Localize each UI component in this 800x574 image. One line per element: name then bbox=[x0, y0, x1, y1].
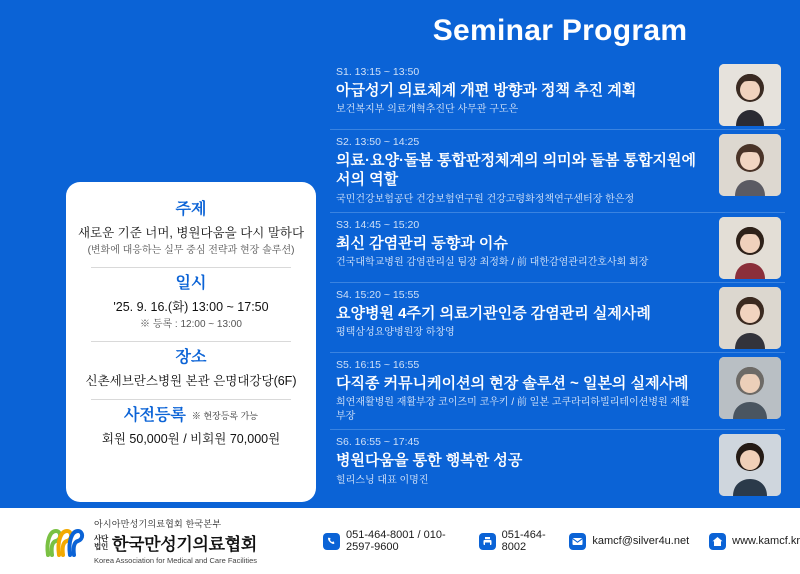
speaker-portrait-icon bbox=[719, 287, 781, 349]
divider bbox=[91, 341, 291, 342]
speaker-portrait-icon bbox=[719, 434, 781, 496]
date-main: '25. 9. 16.(화) 13:00 ~ 17:50 bbox=[113, 300, 269, 315]
session-speaker: 힐리스닝 대표 이명진 bbox=[336, 474, 429, 486]
contact-phone-text: 051-464-8001 / 010-2597-9600 bbox=[346, 529, 446, 553]
logo-kr-name-text: 한국만성기의료협회 bbox=[111, 535, 257, 554]
session-time: S5. 16:15 ~ 16:55 bbox=[336, 359, 420, 372]
session-title: 병원다움을 통한 행복한 성공 bbox=[336, 452, 523, 470]
fax-icon bbox=[479, 533, 496, 550]
contact-email bbox=[569, 533, 689, 550]
speaker-portrait-icon bbox=[719, 64, 781, 126]
speaker-portrait-icon bbox=[719, 217, 781, 279]
session-speaker: 평택삼성요양병원장 하창영 bbox=[336, 327, 455, 339]
list-item bbox=[330, 60, 785, 130]
logo-en-name: Korea Association for Medical and Care Facilities bbox=[94, 556, 257, 565]
association-logo bbox=[42, 517, 317, 565]
mail-icon bbox=[569, 533, 586, 550]
session-time: S3. 14:45 ~ 15:20 bbox=[336, 219, 420, 232]
session-title: 최신 감염관리 동향과 이슈 bbox=[336, 234, 508, 252]
session-time: S1. 13:15 ~ 13:50 bbox=[336, 66, 420, 78]
contact-fax-text: 051-464-8002 bbox=[501, 529, 546, 553]
session-time: S6. 16:55 ~ 17:45 bbox=[336, 436, 420, 449]
list-item bbox=[330, 213, 785, 283]
divider bbox=[91, 399, 291, 400]
session-list bbox=[330, 60, 785, 500]
session-title: 아급성기 의료체계 개편 방향과 정책 추진 계획 bbox=[336, 81, 637, 99]
footer-bar bbox=[0, 508, 800, 574]
topic-main: 새로운 기준 너머, 병원다움을 다시 말하다 bbox=[77, 226, 305, 241]
place-main: 신촌세브란스병원 본관 은명대강당(6F) bbox=[85, 374, 297, 389]
date-heading: 일시 bbox=[175, 275, 207, 293]
list-item bbox=[330, 283, 785, 353]
contact-list bbox=[323, 529, 800, 553]
session-title: 요양병원 4주기 의료기관인증 감염관리 실제사례 bbox=[336, 304, 651, 322]
contact-website bbox=[709, 533, 800, 550]
speaker-portrait-icon bbox=[719, 134, 781, 196]
session-speaker: 국민건강보험공단 건강보험연구원 건강고령화정책연구센터장 한은정 bbox=[336, 193, 635, 205]
registration-note: ※ 현장등록 가능 bbox=[191, 410, 258, 421]
logo-corp-badge: 사단 법인 bbox=[94, 533, 108, 551]
logo-kr-name bbox=[94, 530, 257, 555]
contact-fax bbox=[479, 529, 550, 553]
topic-heading: 주제 bbox=[175, 201, 207, 218]
divider bbox=[91, 267, 291, 268]
home-icon bbox=[709, 533, 726, 550]
registration-heading-label: 사전등록 bbox=[124, 407, 186, 425]
speaker-portrait-icon bbox=[719, 357, 781, 419]
registration-fee: 회원 50,000원 / 비회원 70,000원 bbox=[101, 432, 281, 447]
event-info-card bbox=[66, 182, 316, 502]
place-heading: 장소 bbox=[175, 349, 207, 367]
session-speaker: 건국대학교병원 감염관리실 팀장 최정화 / 前 대한감염관리간호사회 회장 bbox=[336, 257, 649, 269]
list-item bbox=[330, 130, 785, 213]
list-item bbox=[330, 353, 785, 430]
contact-website-text: www.kamcf.kr bbox=[732, 535, 800, 547]
session-speaker: 희연재활병원 재활부장 코이즈미 코우키 / 前 일본 고쿠라리하빌리테이션병원 재활부장 bbox=[336, 397, 690, 422]
contact-phone bbox=[323, 529, 459, 553]
registration-heading bbox=[76, 406, 306, 425]
list-item bbox=[330, 430, 785, 500]
date-sub: ※ 등록 : 12:00 ~ 13:00 bbox=[140, 319, 242, 331]
session-time: S2. 13:50 ~ 14:25 bbox=[336, 136, 420, 148]
topic-sub: (변화에 대응하는 실무 중심 전략과 현장 솔루션) bbox=[87, 245, 295, 257]
logo-kr-subtitle: 아시아만성기의료협회 한국본부 bbox=[94, 519, 222, 529]
session-time: S4. 15:20 ~ 15:55 bbox=[336, 289, 420, 302]
contact-email-text: kamcf@silver4u.net bbox=[592, 535, 690, 547]
session-speaker: 보건복지부 의료개혁추진단 사무관 구도은 bbox=[336, 104, 519, 116]
page-title: Seminar Program bbox=[432, 14, 688, 47]
session-title: 의료·요양·돌봄 통합판정체계의 의미와 돌봄 통합지원에서의 역할 bbox=[336, 151, 696, 189]
session-title: 다직종 커뮤니케이션의 현장 솔루션 ~ 일본의 실제사례 bbox=[336, 374, 689, 392]
phone-icon bbox=[323, 533, 340, 550]
ppp-logo-icon bbox=[42, 521, 86, 561]
